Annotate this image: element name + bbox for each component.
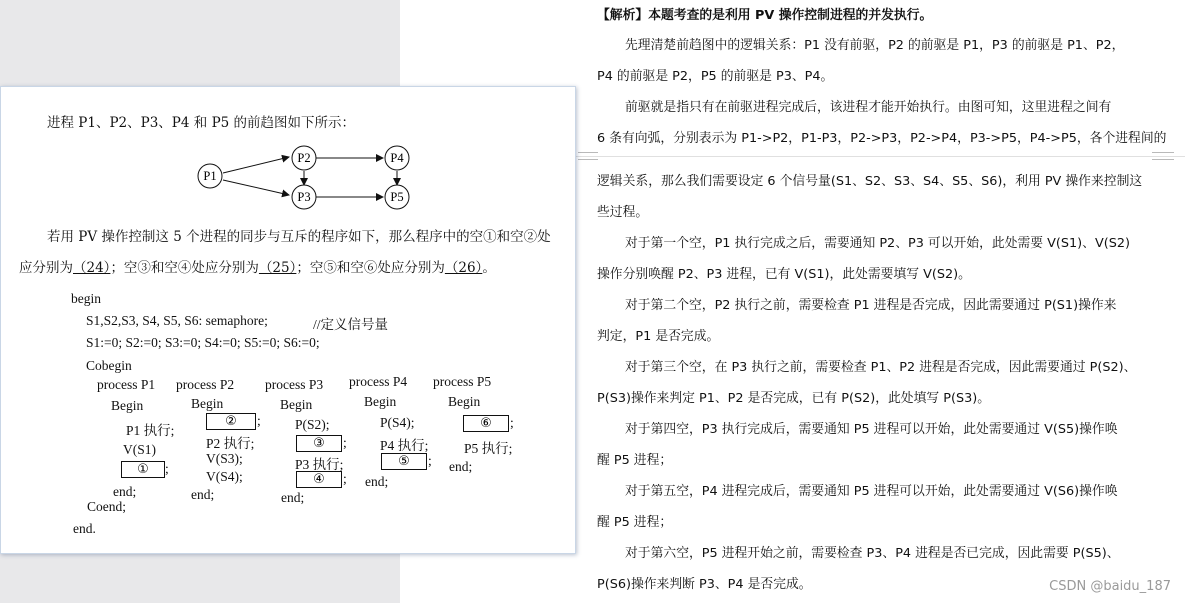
- proc-p1-begin: Begin: [111, 398, 144, 413]
- blank-box-1: ①: [121, 461, 165, 478]
- code-cobegin: Cobegin: [86, 358, 132, 373]
- code-coend: Coend;: [87, 499, 126, 514]
- analysis-line: 对于第一个空，P1 执行完成之后，需要通知 P2、P3 可以开始，此处需要 V(S1)、V(S2): [625, 236, 1130, 251]
- node-p5: [385, 185, 409, 209]
- right-margin-marker: [1152, 152, 1174, 160]
- svg-text:P5: P5: [390, 190, 404, 204]
- task-text: 。: [482, 260, 496, 276]
- svg-text:P4: P4: [390, 151, 404, 165]
- semicolon: ;: [257, 413, 261, 428]
- task-text: 应分别为: [19, 260, 73, 276]
- analysis-line: 对于第二个空，P2 执行之前，需要检查 P1 进程是否完成，因此需要通过 P(S1)操作来: [625, 298, 1117, 313]
- proc-p3-end: end;: [281, 490, 305, 505]
- edge-p1-p3: [223, 180, 289, 195]
- blank-box-3: ③: [296, 435, 342, 452]
- analysis-line: 些过程。: [597, 205, 649, 220]
- proc-p2-begin: Begin: [191, 396, 224, 411]
- proc-p2-line1: P2 执行;: [206, 436, 255, 451]
- blank-box-2: ②: [206, 413, 256, 430]
- proc-p1-line1: P1 执行;: [126, 423, 175, 438]
- proc-p3-line1: P(S2);: [295, 417, 330, 432]
- blank-box-4: ④: [296, 471, 342, 488]
- semicolon: ;: [165, 461, 169, 476]
- code-end: end.: [73, 521, 96, 536]
- code-init: S1:=0; S2:=0; S3:=0; S4:=0; S5:=0; S6:=0;: [86, 335, 320, 350]
- proc-p1-line2: V(S1): [123, 442, 156, 457]
- proc-p1-name: process P1: [97, 377, 156, 392]
- proc-p4-name: process P4: [349, 374, 408, 389]
- analysis-line: 醒 P5 进程；: [597, 453, 673, 468]
- proc-p4-begin: Begin: [364, 394, 397, 409]
- node-p4: [385, 146, 409, 170]
- code-declaration-comment: //定义信号量: [313, 317, 389, 332]
- semicolon: ;: [428, 453, 432, 468]
- proc-p5-name: process P5: [433, 374, 492, 389]
- svg-text:P2: P2: [297, 151, 311, 165]
- proc-p5-begin: Begin: [448, 394, 481, 409]
- blank-box-6: ⑥: [463, 415, 509, 432]
- proc-p2-name: process P2: [176, 377, 235, 392]
- node-p1: [198, 164, 222, 188]
- proc-p2-line2: V(S3);: [206, 451, 243, 466]
- left-margin-marker: [578, 152, 598, 160]
- proc-p5-end: end;: [449, 459, 473, 474]
- analysis-line: 前驱就是指只有在前驱进程完成后，该进程才能开始执行。由图可知，这里进程之间有: [625, 100, 1112, 115]
- analysis-line: 醒 P5 进程；: [597, 515, 673, 530]
- proc-p3-line2: P3 执行;: [295, 457, 344, 472]
- edge-p1-p2: [223, 157, 289, 173]
- page-break-line: [575, 156, 1185, 157]
- blank-24: （24）: [73, 260, 111, 276]
- semicolon: ;: [343, 435, 347, 450]
- task-text: ；空⑤和空⑥处应分别为: [296, 260, 445, 276]
- semicolon: ;: [343, 471, 347, 486]
- code-begin: begin: [71, 291, 101, 306]
- analysis-line: 6 条有向弧，分别表示为 P1->P2，P1-P3，P2->P3，P2->P4，P3->P5，P4->P5，各个进程间的: [597, 131, 1167, 146]
- node-p2: [292, 146, 316, 170]
- task-text: ；空③和空④处应分别为: [110, 260, 259, 276]
- question-task-line2: [19, 256, 496, 276]
- question-task-line1: 若用 PV 操作控制这 5 个进程的同步与互斥的程序如下，那么程序中的空①和空②处: [47, 229, 551, 245]
- analysis-line: 对于第四空，P3 执行完成后，需要通知 P5 进程可以开始，此处需要通过 V(S5)操作唤: [625, 422, 1118, 437]
- analysis-heading: 【解析】本题考查的是利用 PV 操作控制进程的并发执行。: [597, 8, 933, 23]
- proc-p5-line1: P5 执行;: [464, 441, 513, 456]
- analysis-line: 操作分别唤醒 P2、P3 进程，已有 V(S1)，此处需要填写 V(S2)。: [597, 267, 971, 282]
- csdn-watermark: CSDN @baidu_187: [1049, 579, 1171, 594]
- proc-p3-name: process P3: [265, 377, 324, 392]
- analysis-line: 对于第五空，P4 进程完成后，需要通知 P5 进程可以开始，此处需要通过 V(S6)操作唤: [625, 484, 1118, 499]
- analysis-line: 对于第六空，P5 进程开始之前，需要检查 P3、P4 进程是否已完成，因此需要 P(S5)、: [625, 546, 1120, 561]
- analysis-line: P(S6)操作来判断 P3、P4 是否完成。: [597, 577, 812, 592]
- analysis-line: 判定，P1 是否完成。: [597, 329, 720, 344]
- code-declaration: S1,S2,S3, S4, S5, S6: semaphore;: [86, 313, 268, 328]
- blank-26: （26）: [444, 260, 483, 276]
- analysis-line: 对于第三个空，在 P3 执行之前，需要检查 P1、P2 进程是否完成，因此需要通过 P(S2)、: [625, 360, 1137, 375]
- proc-p2-end: end;: [191, 487, 215, 502]
- blank-25: （25）: [258, 260, 297, 276]
- svg-text:P3: P3: [297, 190, 311, 204]
- proc-p2-line3: V(S4);: [206, 469, 243, 484]
- proc-p4-end: end;: [365, 474, 389, 489]
- svg-text:P1: P1: [203, 169, 217, 183]
- analysis-line: P4 的前驱是 P2，P5 的前驱是 P3、P4。: [597, 69, 834, 84]
- proc-p1-end: end;: [113, 484, 137, 499]
- node-p3: [292, 185, 316, 209]
- proc-p4-line1: P(S4);: [380, 415, 415, 430]
- proc-p4-line2: P4 执行;: [380, 438, 429, 453]
- semicolon: ;: [510, 415, 514, 430]
- analysis-line: 逻辑关系，那么我们需要设定 6 个信号量(S1、S2、S3、S4、S5、S6)，利用 PV 操作来控制这: [597, 174, 1143, 189]
- analysis-line: P(S3)操作来判定 P1、P2 是否完成，已有 P(S2)，此处填写 P(S3)。: [597, 391, 991, 406]
- proc-p3-begin: Begin: [280, 397, 313, 412]
- blank-box-5: ⑤: [381, 453, 427, 470]
- question-intro: 进程 P1、P2、P3、P4 和 P5 的前趋图如下所示：: [47, 115, 356, 131]
- question-panel: [0, 86, 576, 554]
- analysis-line: 先理清楚前趋图中的逻辑关系：P1 没有前驱，P2 的前驱是 P1，P3 的前驱是 P1、P2，: [625, 38, 1125, 53]
